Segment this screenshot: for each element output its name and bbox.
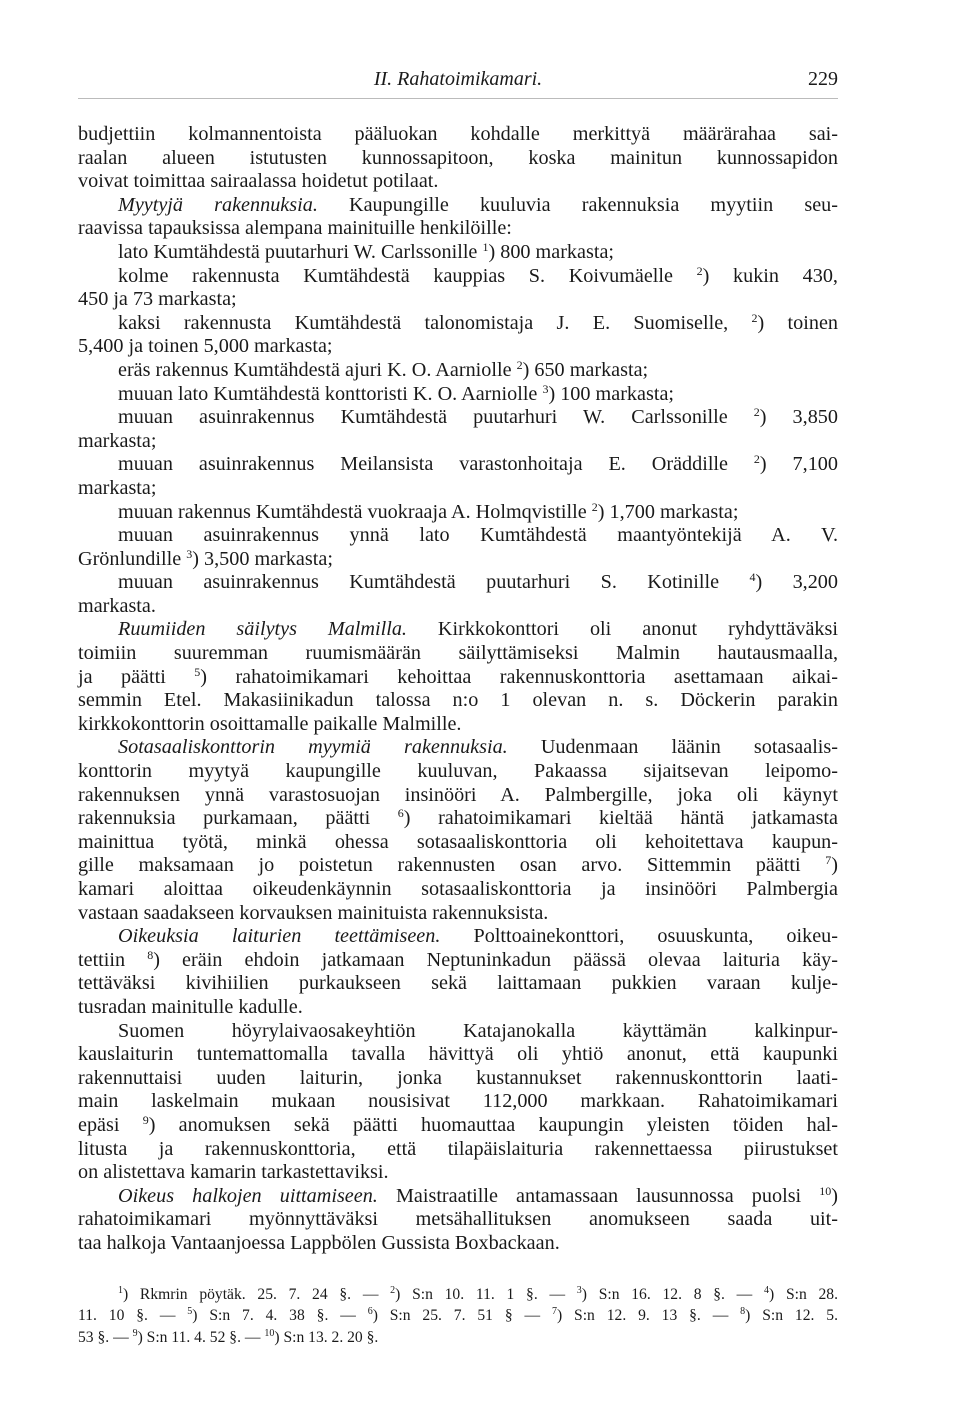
text-run: ) eräin ehdoin jatkamaan Neptuninkadun päässä olevaa laituria käy- (153, 948, 838, 971)
body-line (78, 265, 838, 289)
footnote-line (78, 1284, 838, 1306)
text-run: ) S:n 10. 11. 1 §. — (395, 1285, 577, 1303)
footnote-marker: 3 (542, 381, 549, 396)
running-header (78, 62, 838, 99)
body-line (78, 1114, 838, 1138)
text-run: ) anomuksen sekä päätti huomauttaa kaupungin yleisten töiden hal- (148, 1113, 838, 1136)
text-run: Uudenmaan läänin sotasaalis- (507, 736, 838, 759)
text-run: kolme rakennusta Kumtähdestä kauppias S. Koivumäelle (118, 264, 697, 287)
page-number: 229 (808, 68, 838, 90)
text-run: ) S:n 16. 12. 8 §. — (581, 1285, 765, 1303)
body-line (78, 288, 838, 312)
text-run: rakennuksia purkamaan, päätti (78, 807, 398, 830)
text-run: on alistettava kamarin tarkastettaviksi. (78, 1161, 389, 1184)
text-run: ) S:n 28. (769, 1285, 838, 1303)
footnote-marker: 10 (264, 1327, 275, 1339)
text-run: kirkkokonttorin osoittamalle paikalle Malmille. (78, 712, 462, 735)
section-heading: Sotasaaliskonttorin myymiä rakennuksia. (118, 736, 508, 759)
text-run: muuan asuinrakennus Meilansista varastonhoitaja E. Oräddille (118, 453, 754, 476)
text-run: ) 800 markasta; (488, 240, 615, 263)
footnote-marker: 2 (753, 452, 760, 467)
body-line (78, 147, 838, 171)
footnote-marker: 2 (753, 405, 760, 420)
body-text (78, 123, 838, 1256)
text-run: ) (831, 854, 838, 877)
body-line (78, 524, 838, 548)
body-line (78, 642, 838, 666)
body-line (78, 1067, 838, 1091)
text-run: ) 3,200 (755, 571, 838, 594)
text-run: ) S:n 12. 9. 13 §. — (556, 1307, 741, 1324)
text-run: taa halkoja Vantaanjoessa Lappbölen Gussista Boxbackaan. (78, 1231, 560, 1254)
text-run: ) S:n 25. 7. 51 § — (372, 1307, 552, 1324)
text-run: ) 3,500 markasta; (192, 547, 333, 570)
text-run: epäsi (78, 1113, 143, 1136)
text-run: ) S:n 11. 4. 52 §. — (137, 1328, 265, 1346)
text-run: 53 §. — (78, 1328, 133, 1346)
section-heading: Myytyjä rakennuksia. (118, 193, 318, 216)
text-run: mainittua työtä, minkä ohessa sotasaaliskonttoria oli kehoitettava kaupun- (78, 830, 838, 853)
text-run: Kirkkokonttori oli anonut ryhdyttäväksi (406, 618, 838, 641)
footnote-marker: 4 (749, 570, 756, 585)
section-heading: Ruumiiden säilytys Malmilla. (118, 618, 407, 641)
body-line (78, 194, 838, 218)
text-run: ) 1,700 markasta; (597, 500, 739, 523)
text-run: Kaupungille kuuluvia rakennuksia myytiin seu- (317, 193, 838, 216)
text-run: rakennuksen ynnä varastosuojan insinööri A. Palmbergille, joka oli käynyt (78, 783, 838, 806)
footnote-marker: 3 (576, 1284, 582, 1296)
footnotes (78, 1284, 838, 1349)
footnote-line (78, 1327, 838, 1349)
footnote-marker: 9 (142, 1112, 149, 1127)
text-run: Maistraatille antamassaan lausunnossa puolsi (377, 1184, 820, 1207)
body-line (78, 123, 838, 147)
body-line (78, 713, 838, 737)
body-line (78, 666, 838, 690)
text-run: ) kukin 430, (702, 264, 838, 287)
body-line (78, 1161, 838, 1185)
text-run: lato Kumtähdestä puutarhuri W. Carlssonille (118, 240, 483, 263)
body-line (78, 784, 838, 808)
footnote-marker: 7 (825, 853, 832, 868)
body-line (78, 1138, 838, 1162)
text-run: ) 7,100 (759, 453, 838, 476)
footnote-marker: 2 (390, 1284, 396, 1296)
text-run: muuan asuinrakennus Kumtähdestä puutarhuri W. Carlssonille (118, 406, 754, 429)
text-run: voivat toimittaa sairaalassa hoidetut potilaat. (78, 170, 439, 193)
text-run: ) S:n 13. 2. 20 §. (274, 1328, 379, 1346)
text-run: kauslaiturin tuntemattomalla tavalla hävittyä oli yhtiö anonut, että kaupunki (78, 1043, 838, 1066)
body-line (78, 1208, 838, 1232)
text-run: kamari aloittaa oikeudenkäynnin sotasaaliskonttoria ja insinööri Palmbergia (78, 878, 838, 900)
footnote-marker: 1 (118, 1284, 123, 1296)
text-run: ) 100 markasta; (548, 382, 675, 405)
text-run: litusta ja rakennuskonttoria, että tilapäislaituria rakennettaessa piirustukset (78, 1137, 838, 1160)
text-run: muuan lato Kumtähdestä konttoristi K. O. Aarniolle (118, 382, 543, 405)
body-line (78, 571, 838, 595)
body-line (78, 831, 838, 855)
text-run: ) S:n 12. 5. (745, 1307, 838, 1324)
footnote-marker: 9 (132, 1327, 138, 1339)
footnote-marker: 7 (551, 1306, 557, 1317)
body-line (78, 1020, 838, 1044)
body-line (78, 359, 838, 383)
footnote-marker: 2 (751, 310, 758, 325)
footnote-marker: 10 (819, 1183, 832, 1198)
text-run: vastaan saadakseen korvauksen mainituista rakennuksista. (78, 901, 549, 924)
text-run: 11. 10 §. — (78, 1307, 188, 1324)
text-run: raavissa tapauksissa alempana mainituille henkilöille: (78, 217, 512, 240)
body-line (78, 807, 838, 831)
footnote-marker: 6 (367, 1306, 373, 1317)
section-heading: Oikeuksia laiturien teettämiseen. (118, 925, 441, 948)
text-run: ) toinen (757, 311, 838, 334)
text-run: Polttoainekonttori, osuuskunta, oikeu- (440, 925, 838, 948)
body-line (78, 1232, 838, 1256)
text-run: markasta; (78, 429, 157, 452)
text-run: ) S:n 7. 4. 38 §. — (192, 1307, 368, 1324)
footnote-marker: 2 (516, 357, 523, 372)
body-line (78, 312, 838, 336)
text-run: tusradan mainitulle kadulle. (78, 995, 303, 1018)
body-line (78, 736, 838, 760)
body-line (78, 477, 838, 501)
book-page (78, 62, 838, 1348)
text-run: budjettiin kolmannentoista pääluokan kohdalle merkittyä määrärahaa sai- (78, 123, 838, 145)
text-run: ) 650 markasta; (522, 358, 649, 381)
text-run: main laskelmain mukaan nousisivat 112,000 markkaan. Rahatoimikamari (78, 1090, 838, 1113)
footnote-marker: 5 (187, 1306, 193, 1317)
body-line (78, 217, 838, 241)
footnote-marker: 4 (764, 1284, 770, 1296)
footnote-marker: 1 (482, 239, 489, 254)
footnote-line (78, 1305, 838, 1327)
footnote-marker: 2 (696, 263, 703, 278)
footnote-marker: 5 (194, 664, 201, 679)
running-title: II. Rahatoimikamari. (373, 68, 543, 90)
body-line (78, 1185, 838, 1209)
text-run: tettäväksi kivihiilien purkaukseen sekä laittamaan pukkien varaan kulje- (78, 972, 838, 995)
body-line (78, 925, 838, 949)
text-run: ) Rkmrin pöytäk. 25. 7. 24 §. — (123, 1285, 391, 1303)
text-run: ) rahatoimikamari kieltää häntä jatkamasta (403, 807, 839, 830)
body-line (78, 170, 838, 194)
text-run: rahatoimikamari myönnyttäväksi metsähallituksen anomukseen saada uit- (78, 1208, 838, 1231)
body-line (78, 689, 838, 713)
text-run: ) (831, 1184, 838, 1207)
body-line (78, 854, 838, 878)
body-line (78, 760, 838, 784)
body-line (78, 501, 838, 525)
body-line (78, 972, 838, 996)
text-run: konttorin myytyä kaupungille kuuluvan, Pakaassa sijaitsevan leipomo- (78, 760, 838, 783)
text-run: ja päätti (78, 665, 195, 688)
text-run: Grönlundille (78, 547, 187, 570)
body-line (78, 383, 838, 407)
body-line (78, 430, 838, 454)
body-line (78, 406, 838, 430)
footnote-marker: 8 (147, 947, 154, 962)
text-run: muuan asuinrakennus ynnä lato Kumtähdestä maantyöntekijä A. V. (118, 524, 838, 547)
footnote-marker: 6 (397, 806, 404, 821)
footnote-marker: 2 (591, 499, 598, 514)
footnote-marker: 3 (186, 546, 193, 561)
text-run: muuan asuinrakennus Kumtähdestä puutarhuri S. Kotinille (118, 571, 750, 594)
body-line (78, 902, 838, 926)
body-line (78, 453, 838, 477)
text-run: kaksi rakennusta Kumtähdestä talonomistaja J. E. Suomiselle, (118, 311, 752, 334)
text-run: ) rahatoimikamari kehoittaa rakennuskonttoria asettamaan aikai- (200, 665, 838, 688)
text-run: gille maksamaan jo poistetun rakennusten osan arvo. Sittemmin päätti (78, 854, 826, 877)
text-run: ) 3,850 (759, 406, 838, 429)
text-run: tettiin (78, 948, 148, 971)
body-line (78, 1043, 838, 1067)
text-run: markasta; (78, 476, 157, 499)
body-line (78, 548, 838, 572)
text-run: muuan rakennus Kumtähdestä vuokraaja A. Holmqvistille (118, 500, 592, 523)
body-line (78, 335, 838, 359)
section-heading: Oikeus halkojen uittamiseen. (118, 1184, 378, 1207)
body-line (78, 1090, 838, 1114)
body-line (78, 595, 838, 619)
body-line (78, 618, 838, 642)
text-run: rakennuttaisi uuden laiturin, jonka kustannukset rakennuskonttorin laati- (78, 1066, 838, 1089)
text-run: Suomen höyrylaivaosakeyhtiön Katajanokalla käyttämän kalkinpur- (118, 1019, 838, 1042)
text-run: 450 ja 73 markasta; (78, 288, 237, 311)
body-line (78, 878, 838, 902)
body-line (78, 996, 838, 1020)
text-run: markasta. (78, 594, 156, 617)
text-run: raalan alueen istutusten kunnossapitoon, koska mainitun kunnossapidon (78, 146, 838, 169)
text-run: 5,400 ja toinen 5,000 markasta; (78, 335, 333, 358)
body-line (78, 241, 838, 265)
text-run: toimiin suuremman ruumismäärän säilyttämiseksi Malmin hautausmaalla, (78, 642, 838, 665)
text-run: semmin Etel. Makasiinikadun talossa n:o 1 olevan n. s. Döckerin parakin (78, 689, 838, 712)
text-run: eräs rakennus Kumtähdestä ajuri K. O. Aarniolle (118, 358, 517, 381)
footnote-marker: 8 (740, 1306, 746, 1317)
body-line (78, 949, 838, 973)
